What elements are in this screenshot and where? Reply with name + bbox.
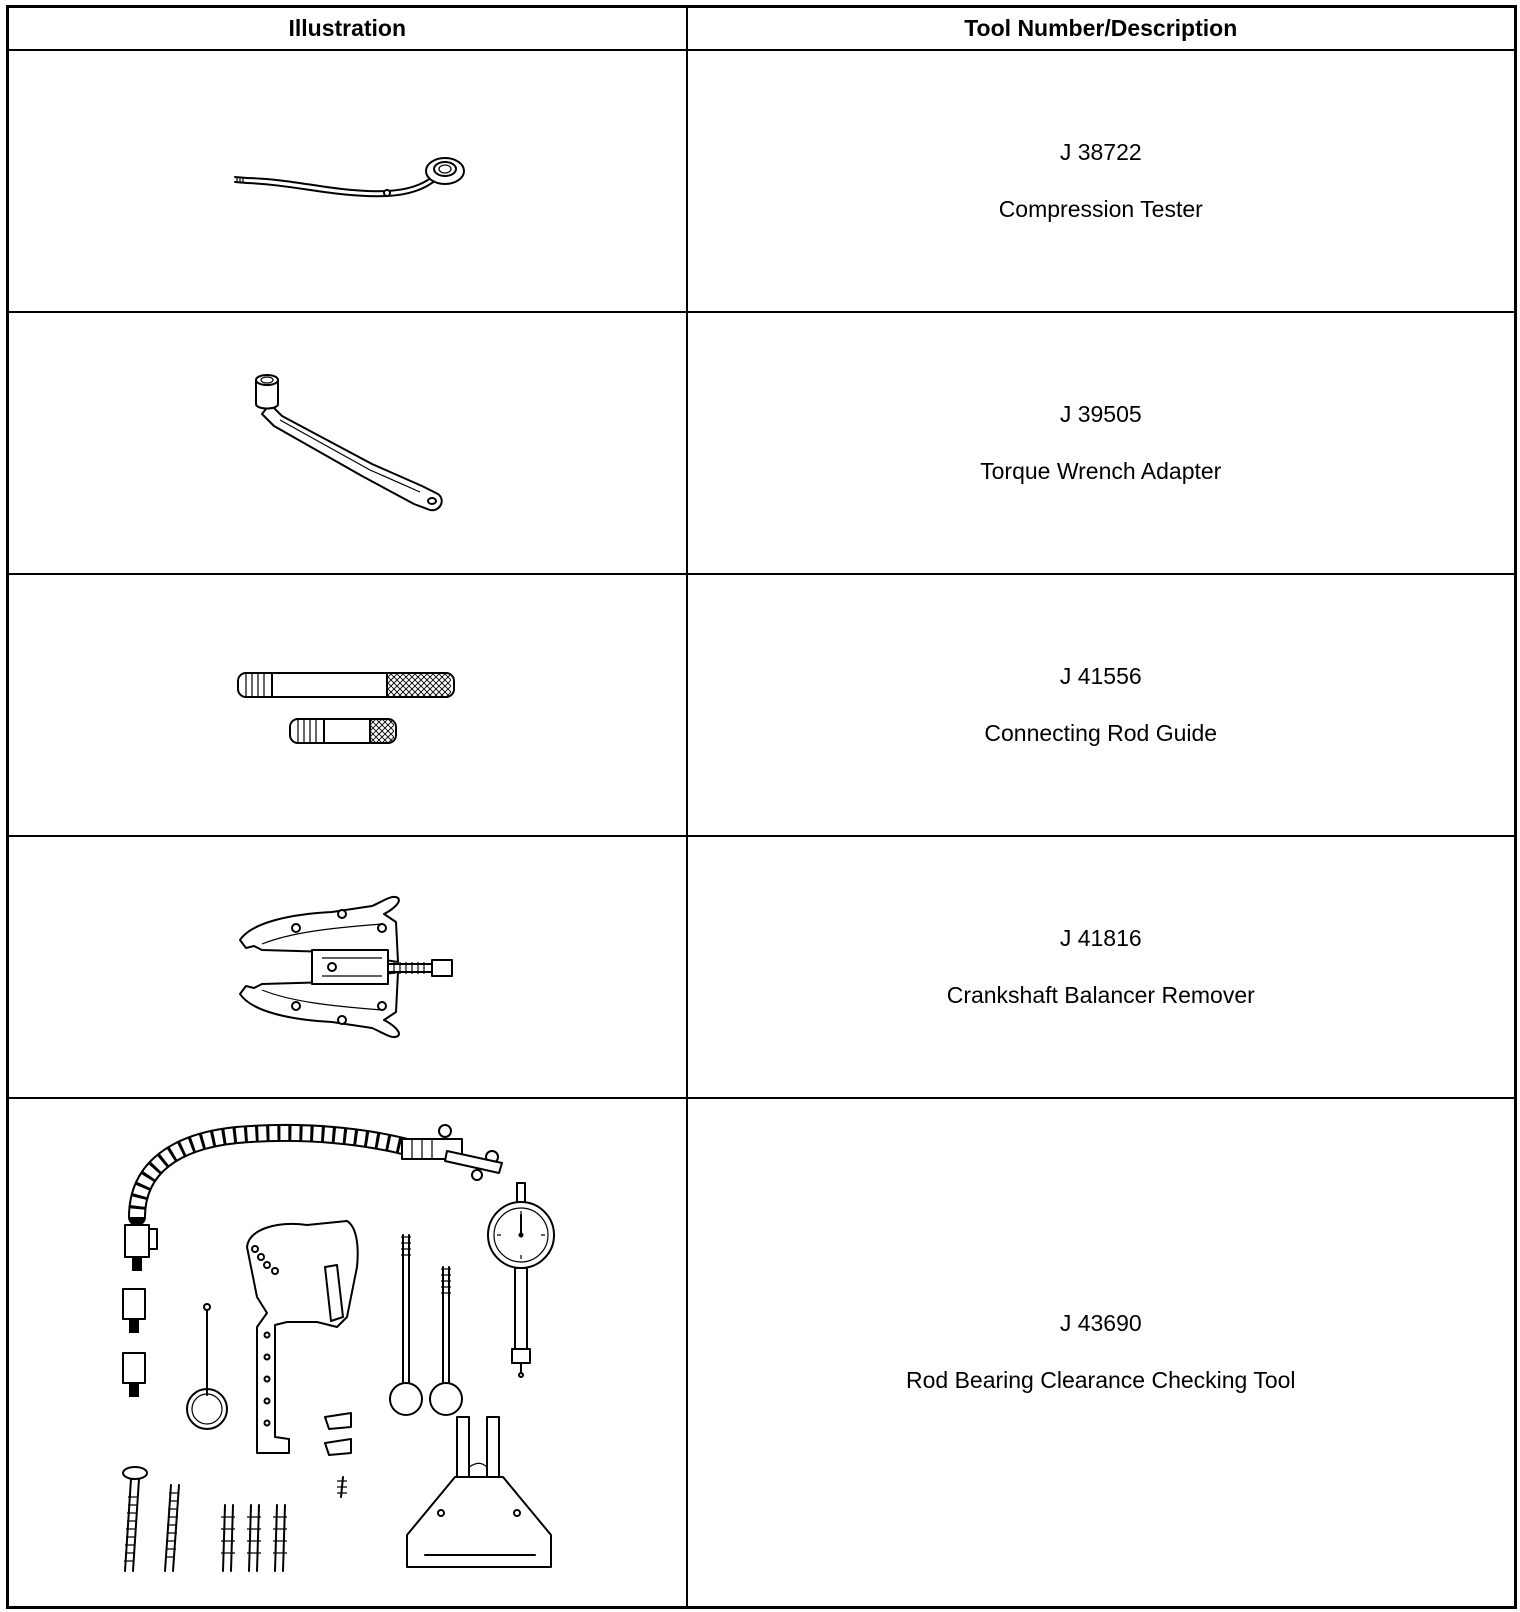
connecting-rod-guide-icon — [232, 665, 462, 745]
table-row — [8, 1098, 1516, 1607]
illustration-cell — [8, 574, 687, 836]
tool-description-cell — [687, 836, 1516, 1098]
illustration-cell — [8, 312, 687, 574]
tool-number: J 41556 — [1059, 663, 1142, 689]
tool-description: Torque Wrench Adapter — [980, 458, 1222, 484]
tool-description: Crankshaft Balancer Remover — [946, 982, 1255, 1008]
tool-description: Compression Tester — [998, 196, 1203, 222]
tool-description: Connecting Rod Guide — [984, 720, 1218, 746]
illustration-cell — [8, 1098, 687, 1607]
illustration-cell — [8, 836, 687, 1098]
tool-description-cell — [687, 50, 1516, 312]
crankshaft-balancer-remover-icon — [232, 892, 462, 1042]
header-row — [8, 7, 1516, 51]
tool-number: J 43690 — [1059, 1310, 1142, 1337]
compression-tester-icon — [227, 151, 467, 211]
tool-description-cell — [687, 1098, 1516, 1607]
illustration-column-header: Illustration — [8, 7, 687, 51]
table-row — [8, 312, 1516, 574]
tool-description: Rod Bearing Clearance Checking Tool — [905, 1367, 1296, 1394]
illustration-cell — [8, 50, 687, 312]
tool-description-cell — [687, 574, 1516, 836]
torque-wrench-adapter-icon — [242, 368, 452, 518]
rod-bearing-clearance-checking-tool-icon — [107, 1117, 587, 1587]
table-row — [8, 574, 1516, 836]
tool-number: J 39505 — [1059, 401, 1142, 427]
special-tools-table — [6, 5, 1517, 1609]
tool-column-header: Tool Number/Description — [687, 7, 1516, 51]
tool-description-cell — [687, 312, 1516, 574]
tool-number: J 41816 — [1059, 925, 1142, 951]
table-row — [8, 50, 1516, 312]
table-row — [8, 836, 1516, 1098]
tool-number: J 38722 — [1059, 139, 1142, 165]
